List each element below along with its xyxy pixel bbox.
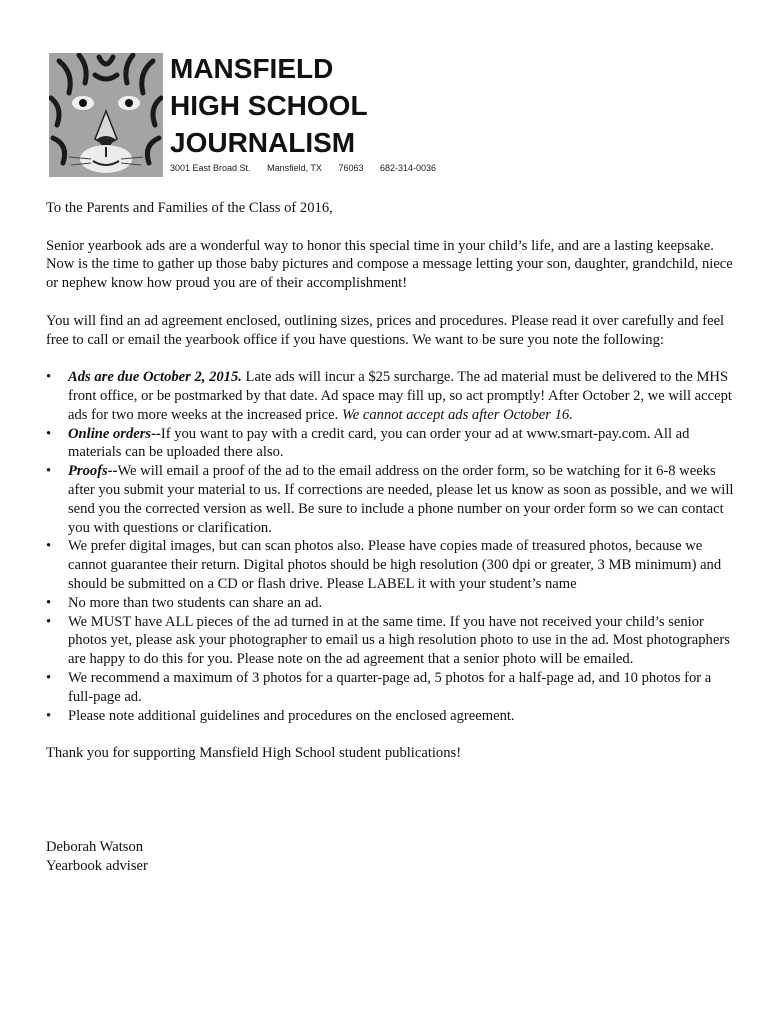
additional-text: Please note additional guidelines and procedures on the enclosed agreement. [68,707,515,724]
paragraph-intro: Senior yearbook ads are a wonderful way to honor this special time in your child’s life, and are a lasting keepsake. Now is the time to gather up those baby pictures and compose a message letting your son, daughter, grandchild, niece or nephew know how proud you are of their accomplishment! [46,237,733,292]
due-date-text: Late ads will incur a $25 surcharge. The ad material must be delivered to the MHS front office, or be postmarked by that date. Ad space may fill up, so act promptly! After October 2, we will accept ads for two more weeks at the increased price. [68,369,732,423]
school-name-line-1: MANSFIELD [170,53,334,84]
photo-limits-text: We recommend a maximum of 3 photos for a quarter-page ad, 5 photos for a half-page ad, and 10 photos for a full-page ad. [68,669,712,705]
list-item-all-pieces [46,613,736,669]
signature-name: Deborah Watson [46,838,144,855]
address-street: 3001 East Broad St. [170,163,251,173]
address-phone: 682-314-0036 [380,163,437,173]
all-pieces-text: We MUST have ALL pieces of the ad turned in at the same time. If you have not received your child’s senior photos yet, please ask your photographer to email us a high resolution photo to use in the ad. Most photographers are happy to do this for you. Please note on the ad agreement that a senior photo will be emailed. [68,613,730,668]
online-orders-lead: Online orders-- [68,425,161,442]
signature-title: Yearbook adviser [46,857,148,874]
bullet-icon: • [46,613,52,630]
online-orders-text: If you want to pay with a credit card, you can order your ad at www.smart-pay.com. All ad materials can be uploaded there also. [68,425,690,461]
list-item-online-orders [46,425,736,463]
paragraph-agreement: You will find an ad agreement enclosed, outlining sizes, prices and procedures. Please read it over carefully and feel free to call or email the yearbook office if you have questions. We want to be sure you note the following: [46,312,725,348]
address-zip: 76063 [338,163,364,173]
due-date-end: . [569,406,573,423]
school-address [170,163,450,173]
bullet-icon: • [46,669,52,686]
list-item-digital-images [46,537,736,593]
proofs-lead: Proofs-- [68,463,118,480]
tiger-face-icon [49,53,163,177]
due-date-deadline: We cannot accept ads after October 16 [341,406,570,423]
share-text: No more than two students can share an ad. [68,594,323,611]
letter-body [46,199,736,876]
list-item-additional [46,707,736,726]
school-name-line-2: HIGH SCHOOL [170,90,368,121]
digital-images-text: We prefer digital images, but can scan photos also. Please have copies made of treasured photos, because we cannot guarantee their return. Digital photos should be high resolution (300 dpi or greater, 3 MB minimum) and should be submitted on a CD or flash drive. Please LABEL it with your student’s name [68,538,722,592]
list-item-photo-limits [46,669,736,707]
closing-line: Thank you for supporting Mansfield High School student publications! [46,745,462,762]
list-item-share [46,594,736,613]
bullet-icon: • [46,594,52,611]
school-name-line-3: JOURNALISM [170,127,356,158]
bullet-icon: • [46,538,52,555]
proofs-text: We will email a proof of the ad to the email address on the order form, so be watching for it 6-8 weeks after you submit your material to us. If corrections are needed, please let us know as soon as possible, and we will send you the corrected version as well. Be sure to include a phone number on your order form so we can contact you with questions or clarification. [68,463,734,536]
list-item-proofs [46,462,736,537]
school-name-heading [170,50,368,161]
bullet-icon: • [46,369,52,386]
bullet-icon: • [46,463,52,480]
list-item-due-date [46,368,736,424]
salutation: To the Parents and Families of the Class of 2016, [46,200,333,216]
address-city: Mansfield, TX [267,163,322,173]
guidelines-list [46,368,736,725]
bullet-icon: • [46,425,52,442]
due-date-lead: Ads are due October 2, 2015. [68,369,242,386]
bullet-icon: • [46,707,52,724]
